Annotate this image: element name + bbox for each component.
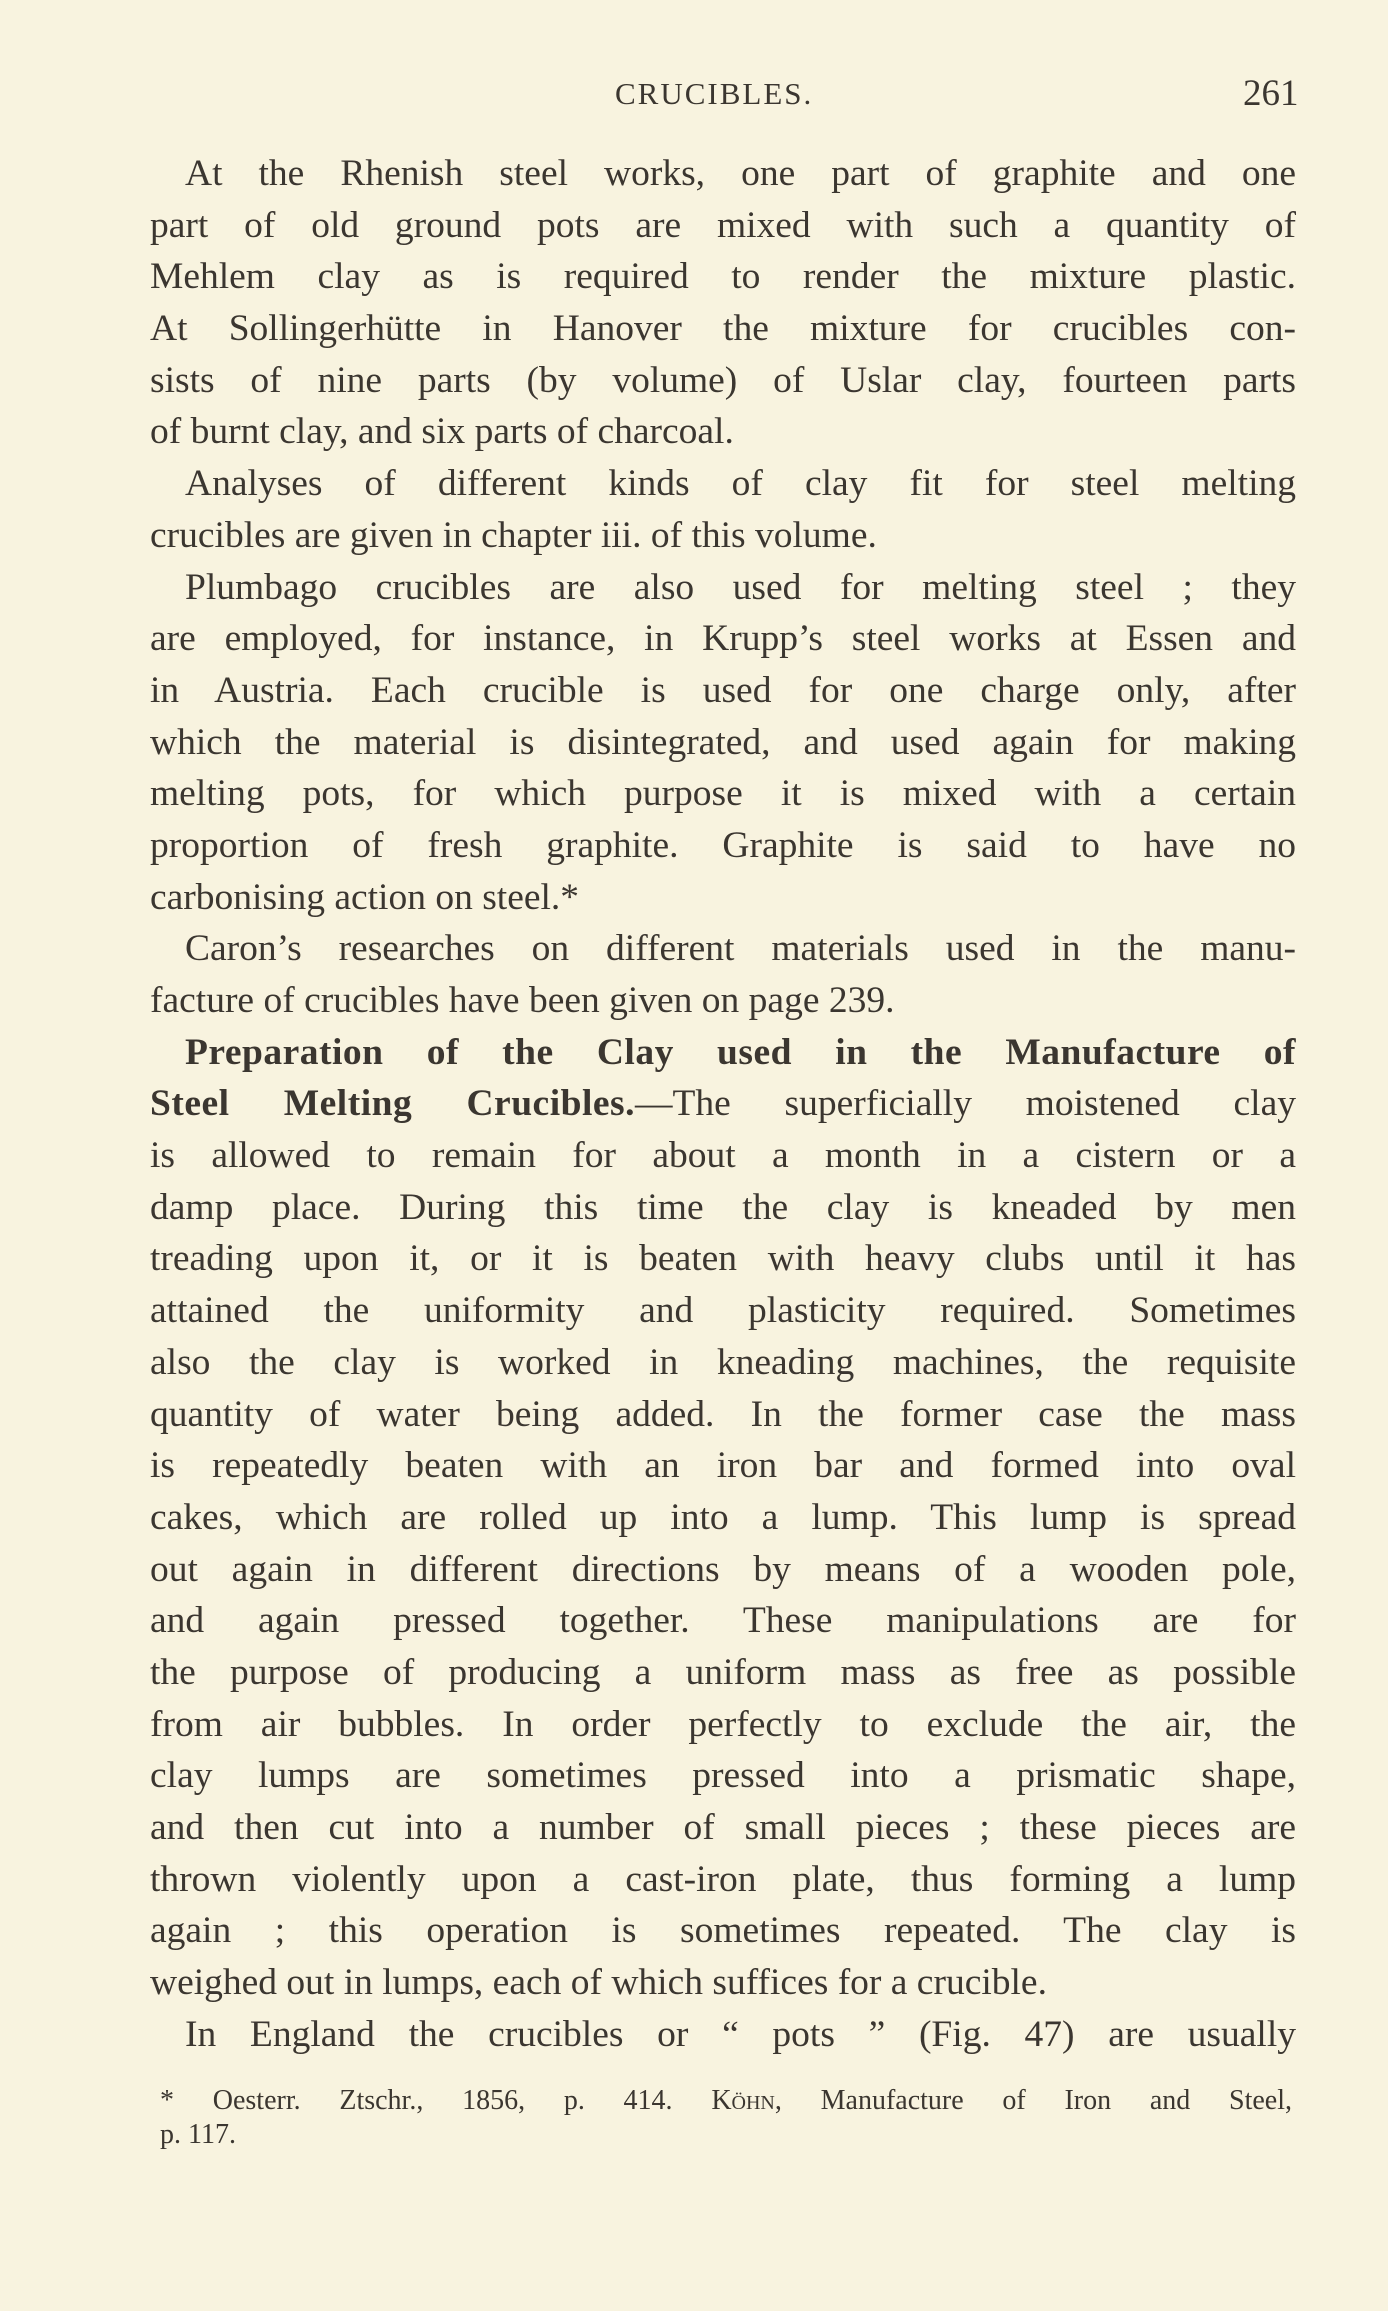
line-text: In England the crucibles or “ pots ” (Fig. 47) are usually	[185, 2013, 1296, 2055]
line-text: Mehlem clay as is required to render the mixture plastic.	[150, 256, 1296, 298]
text-line	[150, 1130, 1296, 1182]
line-text: is repeatedly beaten with an iron bar and formed into oval	[150, 1445, 1296, 1487]
running-head	[0, 72, 1388, 122]
text-line	[150, 1802, 1296, 1854]
line-text: and then cut into a number of small pieces ; these pieces are	[150, 1807, 1296, 1848]
text-line	[150, 1285, 1296, 1337]
line-text: damp place. During this time the clay is kneaded by men	[150, 1186, 1296, 1228]
line-text: from air bubbles. In order perfectly to exclude the air, the	[150, 1703, 1296, 1745]
line-text: part of old ground pots are mixed with such a quantity of	[150, 204, 1296, 246]
line-text: facture of crucibles have been given on page 239.	[150, 980, 895, 1021]
text-line	[150, 1389, 1296, 1441]
text-line	[150, 1595, 1296, 1647]
text-line	[150, 1337, 1296, 1389]
text-line	[150, 872, 1296, 924]
text-line	[150, 1182, 1296, 1234]
text-line	[150, 1647, 1296, 1699]
text-line	[150, 406, 1296, 458]
line-text: At Sollingerhütte in Hanover the mixture for crucibles con-	[150, 308, 1296, 350]
text-line	[150, 1078, 1296, 1130]
footnote	[160, 2084, 1292, 2152]
line-text: Plumbago crucibles are also used for melting steel ; they	[185, 566, 1296, 608]
line-text: carbonising action on steel.*	[150, 876, 580, 918]
line-text: At the Rhenish steel works, one part of graphite and one	[185, 153, 1296, 194]
line-text: clay lumps are sometimes pressed into a prismatic shape,	[150, 1755, 1296, 1797]
line-text: cakes, which are rolled up into a lump. This lump is spread	[150, 1496, 1296, 1538]
text-line	[150, 1544, 1296, 1596]
footnote-line: p. 117.	[160, 2119, 236, 2150]
text-line	[150, 1750, 1296, 1802]
line-text: sists of nine parts (by volume) of Uslar clay, fourteen parts	[150, 359, 1296, 401]
line-text: melting pots, for which purpose it is mixed with a certain	[150, 773, 1296, 815]
text-line	[150, 1957, 1296, 2009]
text-line	[150, 148, 1296, 200]
section-heading: Preparation of the Clay used in the Manufacture of	[185, 1031, 1296, 1073]
text-line	[150, 303, 1296, 355]
text-line	[150, 1699, 1296, 1751]
line-text: again ; this operation is sometimes repeated. The clay is	[150, 1910, 1296, 1952]
line-text: weighed out in lumps, each of which suffices for a crucible.	[150, 1962, 1047, 2004]
text-line	[150, 1027, 1296, 1079]
line-text: of burnt clay, and six parts of charcoal.	[150, 411, 734, 453]
line-text: is allowed to remain for about a month in a cistern or a	[150, 1135, 1296, 1177]
text-line	[150, 717, 1296, 769]
line-text: Analyses of different kinds of clay fit for steel melting	[185, 463, 1296, 505]
text-line	[150, 1492, 1296, 1544]
text-line	[150, 768, 1296, 820]
page-number: 261	[1243, 73, 1299, 114]
text-line	[150, 458, 1296, 510]
text-line	[150, 1440, 1296, 1492]
line-text: are employed, for instance, in Krupp’s steel works at Essen and	[150, 618, 1296, 660]
line-text: which the material is disintegrated, and used again for making	[150, 721, 1296, 763]
line-text: in Austria. Each crucible is used for one charge only, after	[150, 669, 1296, 711]
text-line	[150, 613, 1296, 665]
line-text: the purpose of producing a uniform mass as free as possible	[150, 1651, 1296, 1693]
line-text: treading upon it, or it is beaten with heavy clubs until it has	[150, 1238, 1296, 1280]
running-head-title: CRUCIBLES.	[615, 76, 814, 111]
text-line	[150, 200, 1296, 252]
footnote-citation: * Oesterr. Ztschr., 1856, p. 414.	[160, 2085, 712, 2116]
text-line	[150, 251, 1296, 303]
line-text: out again in different directions by means of a wooden pole,	[150, 1548, 1296, 1590]
footnote-author: Köhn	[711, 2085, 775, 2116]
line-text: and again pressed together. These manipulations are for	[150, 1600, 1296, 1642]
body-text	[150, 148, 1296, 2060]
text-line	[150, 1854, 1296, 1906]
text-line	[150, 665, 1296, 717]
line-text: attained the uniformity and plasticity required. Sometimes	[150, 1290, 1296, 1332]
line-text: proportion of fresh graphite. Graphite is said to have no	[150, 824, 1296, 866]
text-line	[150, 2009, 1296, 2061]
text-line	[150, 510, 1296, 562]
text-line	[150, 975, 1296, 1027]
line-text: Caron’s researches on different materials used in the manu-	[185, 928, 1296, 970]
text-line	[150, 820, 1296, 872]
section-heading: Steel Melting Crucibles.	[150, 1083, 635, 1125]
text-line	[150, 355, 1296, 407]
text-line	[150, 923, 1296, 975]
line-text: —The superficially moistened clay	[635, 1083, 1296, 1125]
footnote-title: , Manufacture of Iron and Steel,	[774, 2085, 1293, 2116]
line-text: thrown violently upon a cast-iron plate, thus forming a lump	[150, 1858, 1296, 1900]
line-text: crucibles are given in chapter iii. of this volume.	[150, 514, 877, 556]
line-text: quantity of water being added. In the former case the mass	[150, 1393, 1296, 1435]
footnote-line	[160, 2084, 1292, 2118]
text-line	[150, 1233, 1296, 1285]
text-line	[150, 562, 1296, 614]
line-text: also the clay is worked in kneading machines, the requisite	[150, 1341, 1296, 1383]
text-line	[150, 1905, 1296, 1957]
